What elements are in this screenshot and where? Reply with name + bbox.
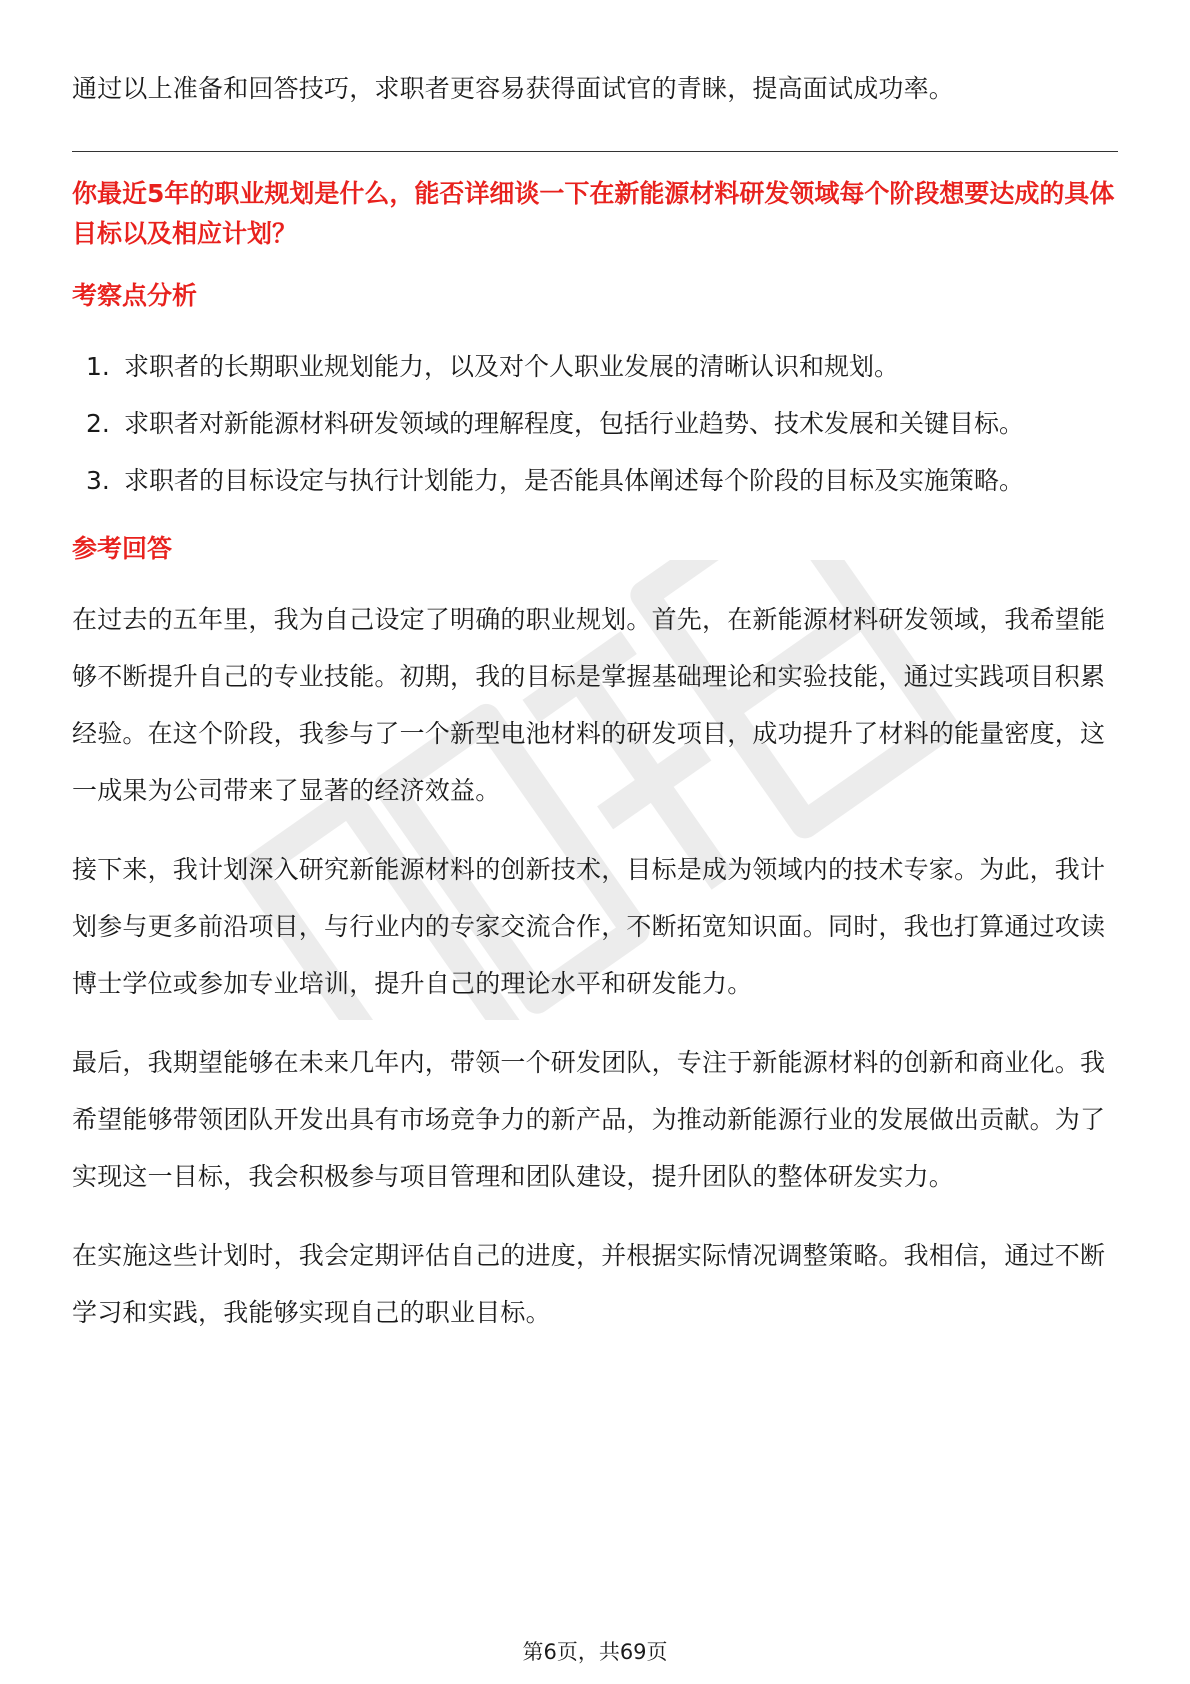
answer-paragraph: 接下来，我计划深入研究新能源材料的创新技术，目标是成为领域内的技术专家。为此，我计划参与更多前沿项目，与行业内的专家交流合作，不断拓宽知识面。同时，我也打算通过攻读博士学位或参加专业培训，提升自己的理论水平和研发能力。 xyxy=(72,855,1106,998)
list-item-number: 2. xyxy=(86,409,110,438)
list-item xyxy=(72,395,1118,452)
list-item-number: 3. xyxy=(86,466,110,495)
answer-paragraph: 在过去的五年里，我为自己设定了明确的职业规划。首先，在新能源材料研发领域，我希望能够不断提升自己的专业技能。初期，我的目标是掌握基础理论和实验技能，通过实践项目积累经验。在这个阶段，我参与了一个新型电池材料的研发项目，成功提升了材料的能量密度，这一成果为公司带来了显著的经济效益。 xyxy=(72,605,1106,805)
section-divider xyxy=(72,151,1118,152)
intro-paragraph: 通过以上准备和回答技巧，求职者更容易获得面试官的青睐，提高面试成功率。 xyxy=(72,74,955,103)
answer-heading: 参考回答 xyxy=(72,534,173,563)
answer-paragraph: 在实施这些计划时，我会定期评估自己的进度，并根据实际情况调整策略。我相信，通过不断学习和实践，我能够实现自己的职业目标。 xyxy=(72,1241,1106,1327)
page-footer: 第6页，共69页 xyxy=(522,1640,668,1664)
main-content xyxy=(72,60,1118,1363)
list-item-number: 1. xyxy=(86,352,110,381)
list-item xyxy=(72,452,1118,509)
analysis-points-list xyxy=(72,338,1118,509)
list-item-text: 求职者的目标设定与执行计划能力，是否能具体阐述每个阶段的目标及实施策略。 xyxy=(124,466,1025,495)
interview-question: 你最近5年的职业规划是什么，能否详细谈一下在新能源材料研发领域每个阶段想要达成的具体目标以及相应计划？ xyxy=(72,179,1115,248)
analysis-heading: 考察点分析 xyxy=(72,281,198,310)
list-item-text: 求职者对新能源材料研发领域的理解程度，包括行业趋势、技术发展和关键目标。 xyxy=(124,409,1025,438)
list-item-text: 求职者的长期职业规划能力，以及对个人职业发展的清晰认识和规划。 xyxy=(124,352,900,381)
answer-paragraph: 最后，我期望能够在未来几年内，带领一个研发团队，专注于新能源材料的创新和商业化。我希望能够带领团队开发出具有市场竞争力的新产品，为推动新能源行业的发展做出贡献。为了实现这一目标，我会积极参与项目管理和团队建设，提升团队的整体研发实力。 xyxy=(72,1048,1106,1191)
list-item xyxy=(72,338,1118,395)
